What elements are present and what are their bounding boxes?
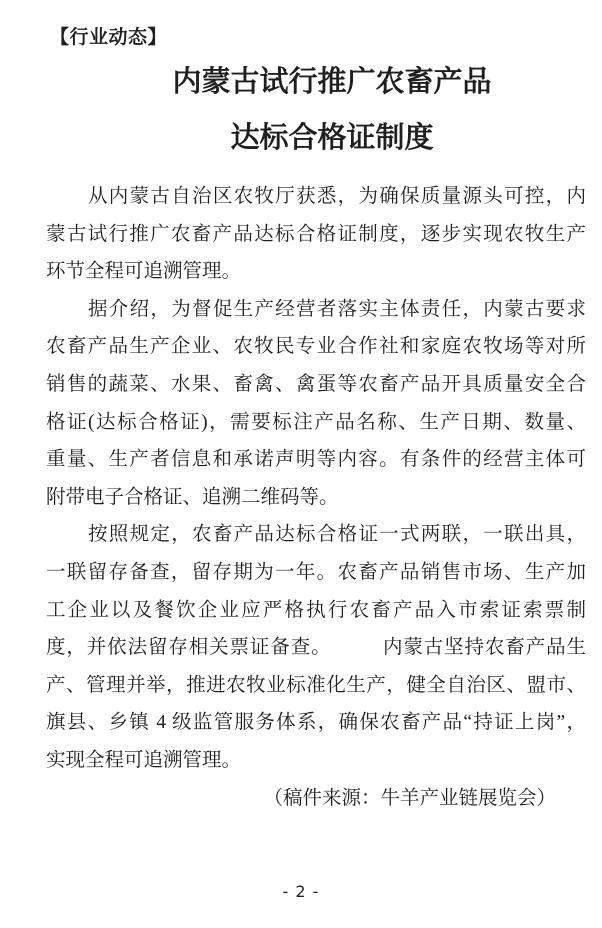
paragraph bbox=[46, 178, 586, 291]
article-body bbox=[46, 178, 586, 817]
paragraph-line: 格证(达标合格证)，需要标注产品名称、生产日期、数量、 bbox=[46, 411, 586, 433]
paragraph-line: 产、管理并举，推进农牧业标准化生产，健全自治区、盟市、 bbox=[46, 674, 586, 696]
paragraph-line: 旗县、乡镇 4 级监管服务体系，确保农畜产品“持证上岗”， bbox=[46, 712, 586, 734]
section-label: 【行业动态】 bbox=[50, 27, 168, 48]
paragraph-line: 农畜产品生产企业、农牧民专业合作社和家庭农牧场等对所 bbox=[46, 336, 586, 358]
article-title bbox=[0, 54, 602, 166]
paragraph bbox=[46, 516, 586, 779]
paragraph-line: 按照规定，农畜产品达标合格证一式两联，一联出具， bbox=[88, 524, 586, 546]
paragraph-line: 据介绍，为督促生产经营者落实主体责任，内蒙古要求 bbox=[88, 298, 586, 320]
paragraph-line: 度，并依法留存相关票证备查。 内蒙古坚持农畜产品生 bbox=[46, 637, 586, 659]
page-number: - 2 - bbox=[282, 882, 320, 901]
paragraph-line: 一联留存备查，留存期为一年。农畜产品销售市场、生产加 bbox=[46, 561, 586, 583]
article-title-line-2: 达标合格证制度 bbox=[230, 122, 434, 154]
paragraph-line: 销售的蔬菜、水果、畜禽、禽蛋等农畜产品开具质量安全合 bbox=[46, 373, 586, 395]
paragraph-line: 附带电子合格证、追溯二维码等。 bbox=[46, 486, 339, 508]
paragraph-line: 蒙古试行推广农畜产品达标合格证制度，逐步实现农牧生产 bbox=[46, 223, 586, 245]
paragraph-line: 环节全程可追溯管理。 bbox=[46, 261, 242, 283]
article-title-line-1: 内蒙古试行推广农畜产品 bbox=[172, 66, 492, 98]
paragraph bbox=[46, 291, 586, 517]
source-attribution: （稿件来源：牛羊产业链展览会） bbox=[263, 787, 556, 809]
paragraph-line: 重量、生产者信息和承诺声明等内容。有条件的经营主体可 bbox=[46, 449, 586, 471]
paragraph-line: 从内蒙古自治区农牧厅获悉，为确保质量源头可控，内 bbox=[88, 186, 586, 207]
paragraph-line: 实现全程可追溯管理。 bbox=[46, 749, 242, 771]
paragraph-line: 工企业以及餐饮企业应严格执行农畜产品入市索证索票制 bbox=[46, 599, 586, 621]
